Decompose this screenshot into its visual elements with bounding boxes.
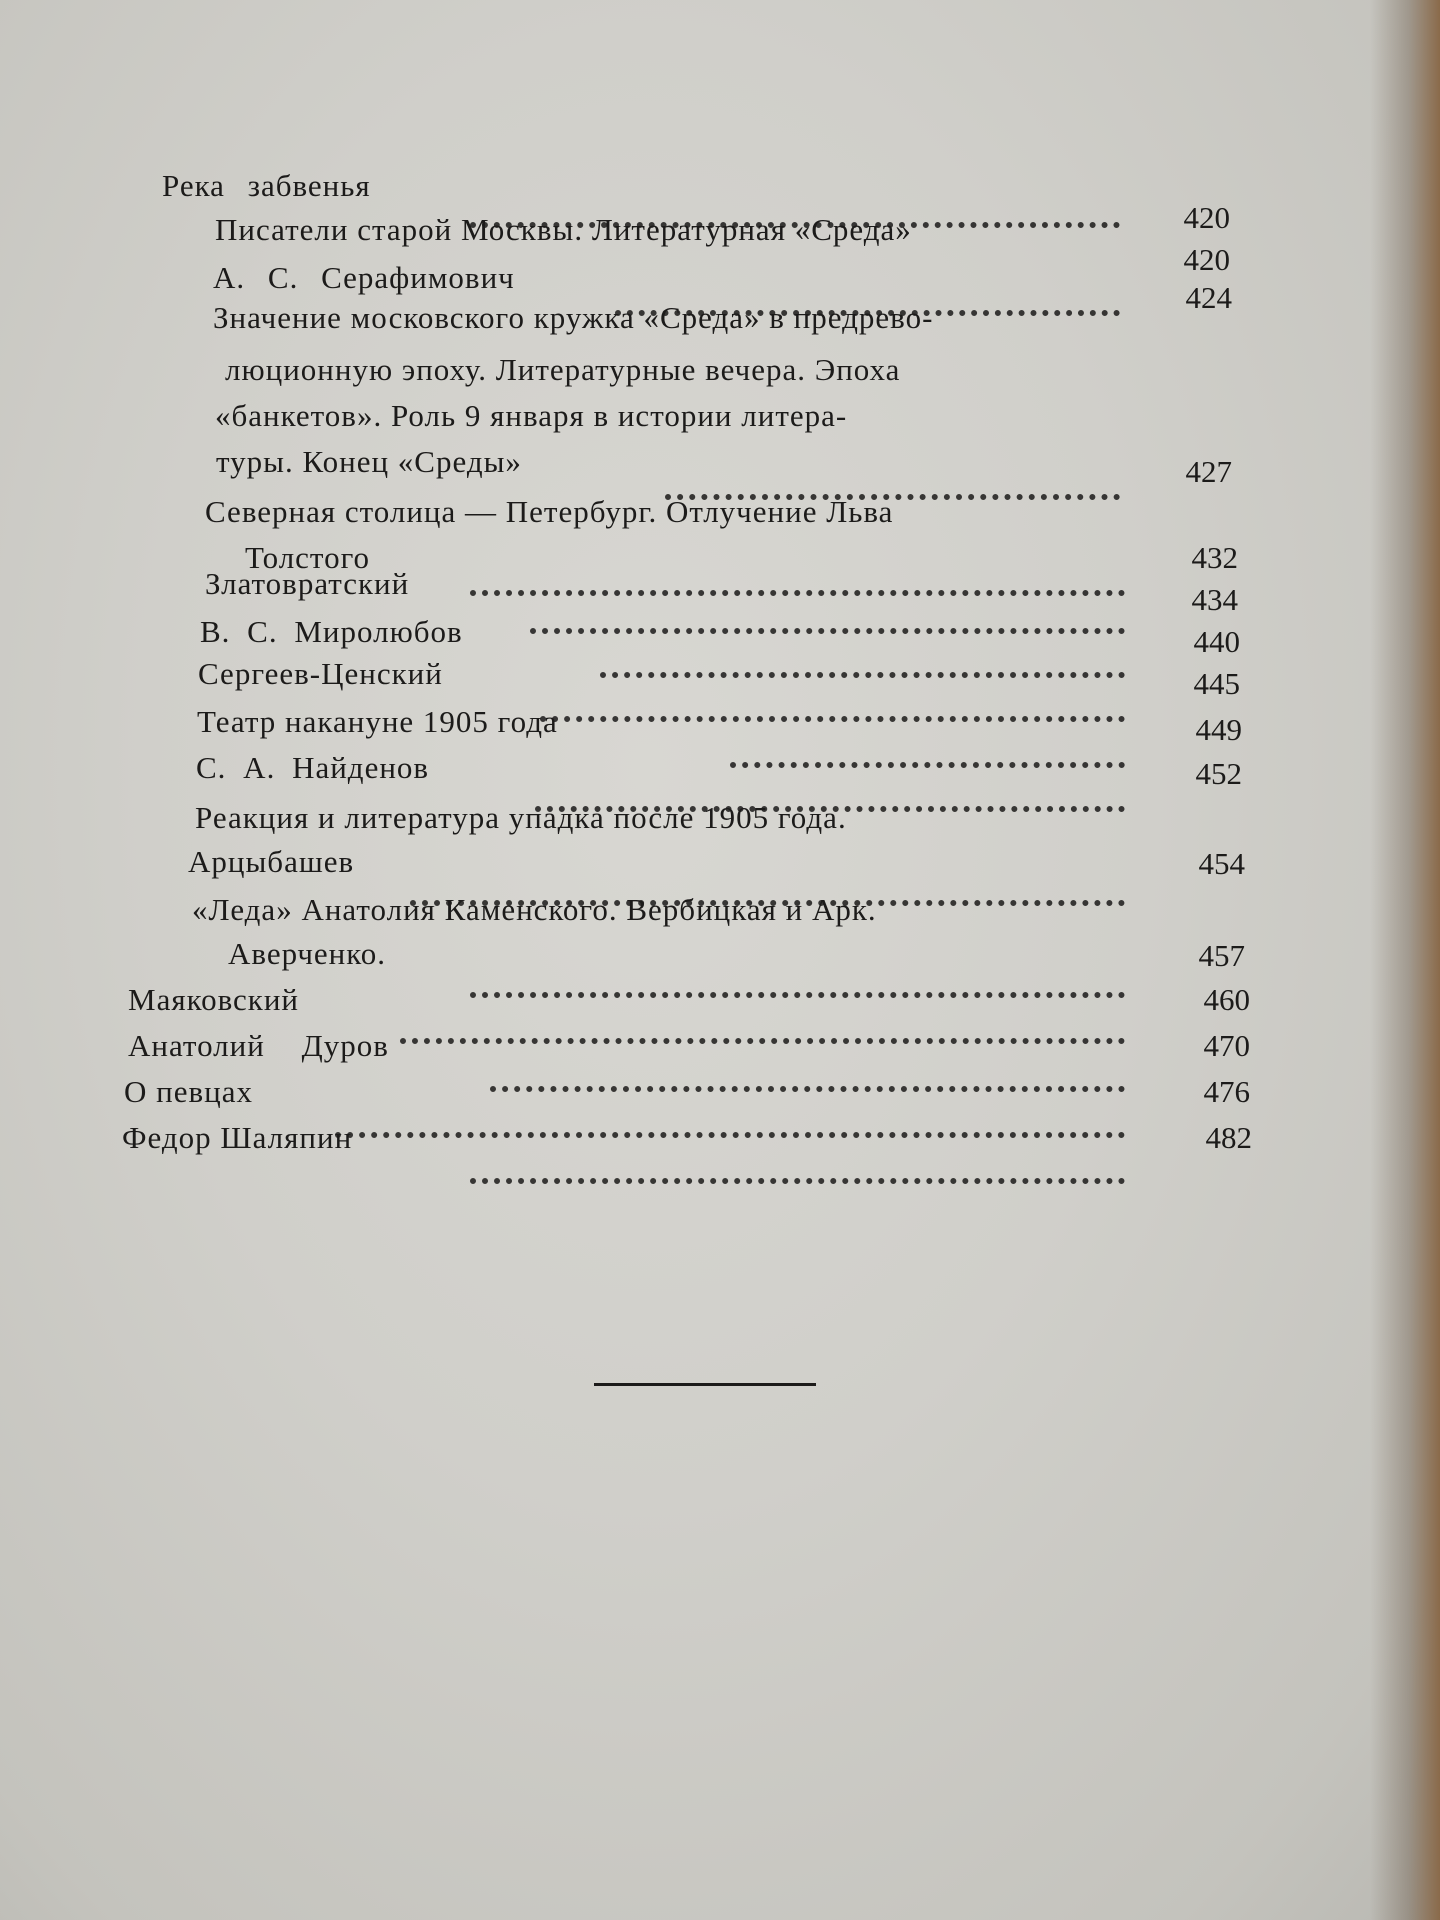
toc-entry-title-line: люционную эпоху. Литературные вечера. Эпоха — [225, 352, 901, 387]
dot-leader — [730, 724, 1125, 768]
toc-entry-page: 427 — [1185, 454, 1232, 489]
toc-entry-page: 424 — [1185, 280, 1232, 315]
toc-entry-title: Театр накануне 1905 года — [197, 704, 558, 739]
toc-entry-page: 440 — [1193, 624, 1240, 659]
toc-entry-title: В. С. Миролюбов — [200, 614, 463, 649]
toc-entry-page: 476 — [1203, 1074, 1250, 1109]
dot-leader — [540, 678, 1125, 722]
toc-entry-title-line: «банкетов». Роль 9 января в истории литера- — [215, 398, 848, 433]
toc-entry-title-line: Арцыбашев — [188, 844, 355, 879]
toc-entry-title: Писатели старой Москвы. Литературная «Среда» — [215, 212, 912, 247]
toc-entry-page: 452 — [1195, 756, 1242, 791]
toc-entry-page: 460 — [1203, 982, 1250, 1017]
toc-entry-title-line: Аверченко. — [228, 936, 387, 971]
toc-entry-title-line: Реакция и литература упадка после 1905 года. — [195, 800, 847, 835]
dot-leader — [470, 954, 1125, 998]
toc-entry-title: О певцах — [124, 1074, 253, 1109]
toc-entry-page: 420 — [1183, 242, 1230, 277]
dot-leader — [600, 634, 1125, 678]
toc-entry-title: Федор Шаляпин — [122, 1120, 353, 1155]
toc-entry-title: Маяковский — [128, 982, 300, 1017]
toc-entry-title-line: Северная столица — Петербург. Отлучение Льва — [205, 494, 894, 529]
dot-leader — [335, 1094, 1125, 1138]
toc-entry-title: Златовратский — [205, 566, 410, 601]
toc-entry-title-line: «Леда» Анатолия Каменского. Вербицкая и Арк. — [192, 892, 877, 927]
toc-entry-title: С. А. Найденов — [196, 750, 430, 785]
dot-leader — [530, 590, 1125, 634]
toc-entry-page: 445 — [1193, 666, 1240, 701]
toc-entry-title: Анатолий Дуров — [128, 1028, 389, 1063]
toc-entry-title-line: Значение московского кружка «Среда» в предрево- — [213, 300, 934, 335]
toc-entry-title: Река забвенья — [162, 168, 371, 203]
toc-entry-page: 470 — [1203, 1028, 1250, 1063]
toc-entry-page: 449 — [1195, 712, 1242, 747]
toc-entry-title: Сергеев-Ценский — [198, 656, 443, 691]
toc-entry-page: 434 — [1191, 582, 1238, 617]
toc-entry-title-line: туры. Конец «Среды» — [216, 444, 522, 479]
dot-leader — [490, 1048, 1125, 1092]
dot-leader — [400, 1000, 1125, 1044]
toc-entry-title-line: Толстого — [245, 540, 371, 575]
toc-entry-page: 454 — [1198, 846, 1245, 881]
toc-entry-page: 457 — [1198, 938, 1245, 973]
toc-entry-page: 420 — [1183, 200, 1230, 235]
toc-entry-title: А. С. Серафимович — [213, 260, 515, 295]
end-rule — [594, 1383, 816, 1386]
toc-entry-page: 482 — [1205, 1120, 1252, 1155]
toc-entry-page: 432 — [1191, 540, 1238, 575]
dot-leader — [470, 1140, 1125, 1184]
